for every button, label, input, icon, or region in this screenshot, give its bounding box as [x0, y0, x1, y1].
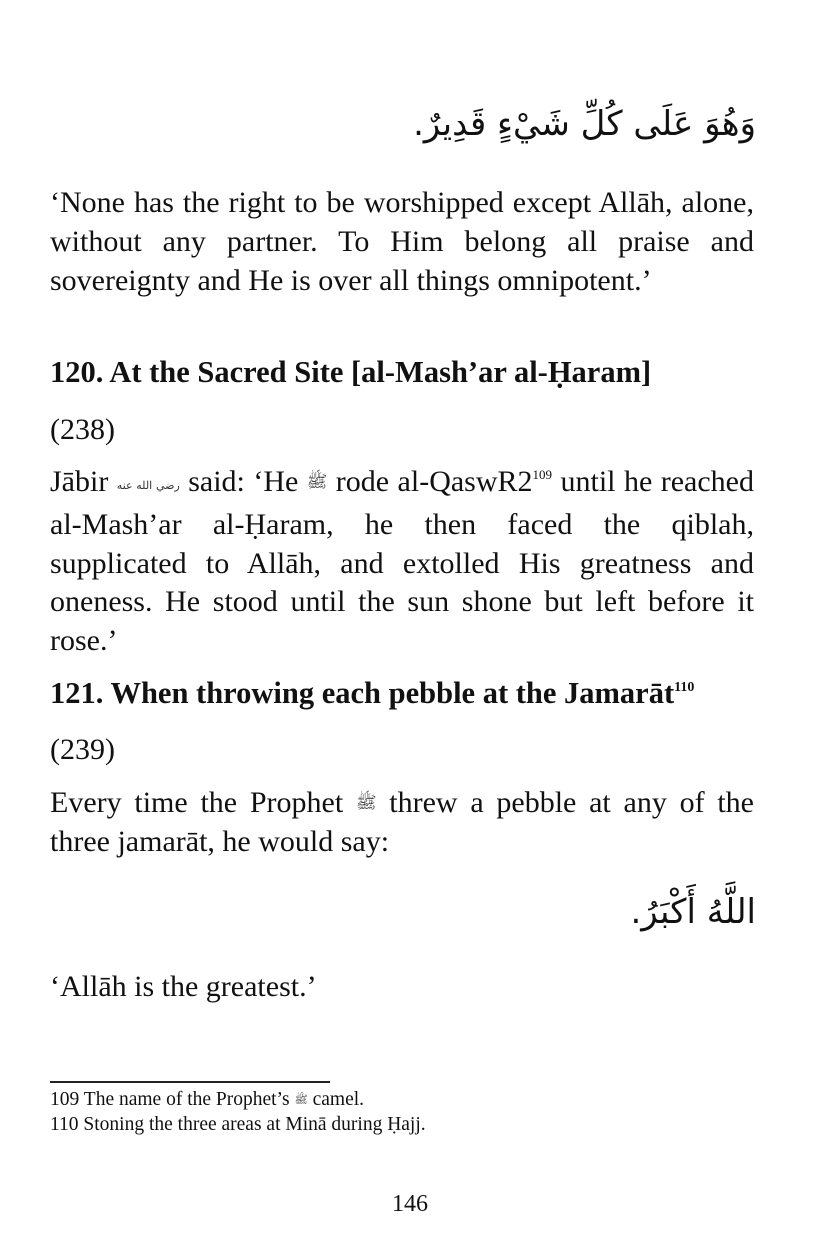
footnote-separator — [50, 1081, 330, 1083]
footnote-text: The name of the Prophet’s — [83, 1089, 290, 1110]
page-number: 146 — [392, 1191, 428, 1217]
section-heading-121 — [50, 673, 770, 713]
footnote-text: camel. — [312, 1089, 365, 1110]
section-heading-120: 120. At the Sacred Site [al-Mash’ar al-Ḥaram] — [50, 355, 652, 389]
footnote-text: Stoning the three areas at Minā during Ḥajj. — [83, 1114, 426, 1135]
radiallahu-anhu-icon: رضي الله عنه — [116, 480, 180, 492]
footnote-ref-109[interactable]: 109 — [532, 467, 553, 482]
hadith-number-239: (239) — [50, 733, 115, 766]
arabic-supplication-2: اللَّهُ أَكْبَرُ. — [630, 892, 756, 932]
heading-text: 121. When throwing each pebble at the Jamarāt — [50, 676, 675, 710]
footnote-ref-110[interactable]: 110 — [674, 680, 695, 695]
salawat-icon: ﷺ — [294, 1094, 308, 1106]
translation-paragraph-1: ‘None has the right to be worshipped except Allāh, alone, without any partner. To Him belong all praise and sovereignty and He is over all things omnipotent.’ — [50, 186, 754, 297]
text-segment: Every time the Prophet — [50, 786, 356, 819]
hadith-paragraph-239 — [50, 784, 754, 862]
arabic-supplication-1: وَهُوَ عَلَى كُلِّ شَيْءٍ قَدِيرٌ. — [413, 104, 756, 144]
salawat-icon: ﷺ — [306, 472, 328, 491]
footnote-110 — [50, 1113, 426, 1137]
text-segment: rode al-QaswR2 — [327, 465, 533, 498]
footnote-number: 109 — [50, 1089, 80, 1110]
text-segment: until he reached al-Mash’ar al-Ḥaram, he then faced the qiblah, supplicated to Allāh, and extolled His greatness and oneness. He stood until the sun shone but left before it rose.’ — [50, 465, 754, 658]
salawat-icon: ﷺ — [355, 793, 377, 812]
translation-paragraph-2: ‘Allāh is the greatest.’ — [50, 970, 317, 1003]
text-segment: said: ‘He — [179, 465, 307, 498]
hadith-number-238: (238) — [50, 413, 115, 446]
footnote-number: 110 — [50, 1114, 79, 1135]
text-segment: threw a pebble at any of the three jamarāt, he would say: — [50, 786, 754, 858]
footnote-109 — [50, 1088, 364, 1112]
text-segment: Jābir — [50, 465, 109, 498]
hadith-paragraph-238 — [50, 463, 754, 661]
